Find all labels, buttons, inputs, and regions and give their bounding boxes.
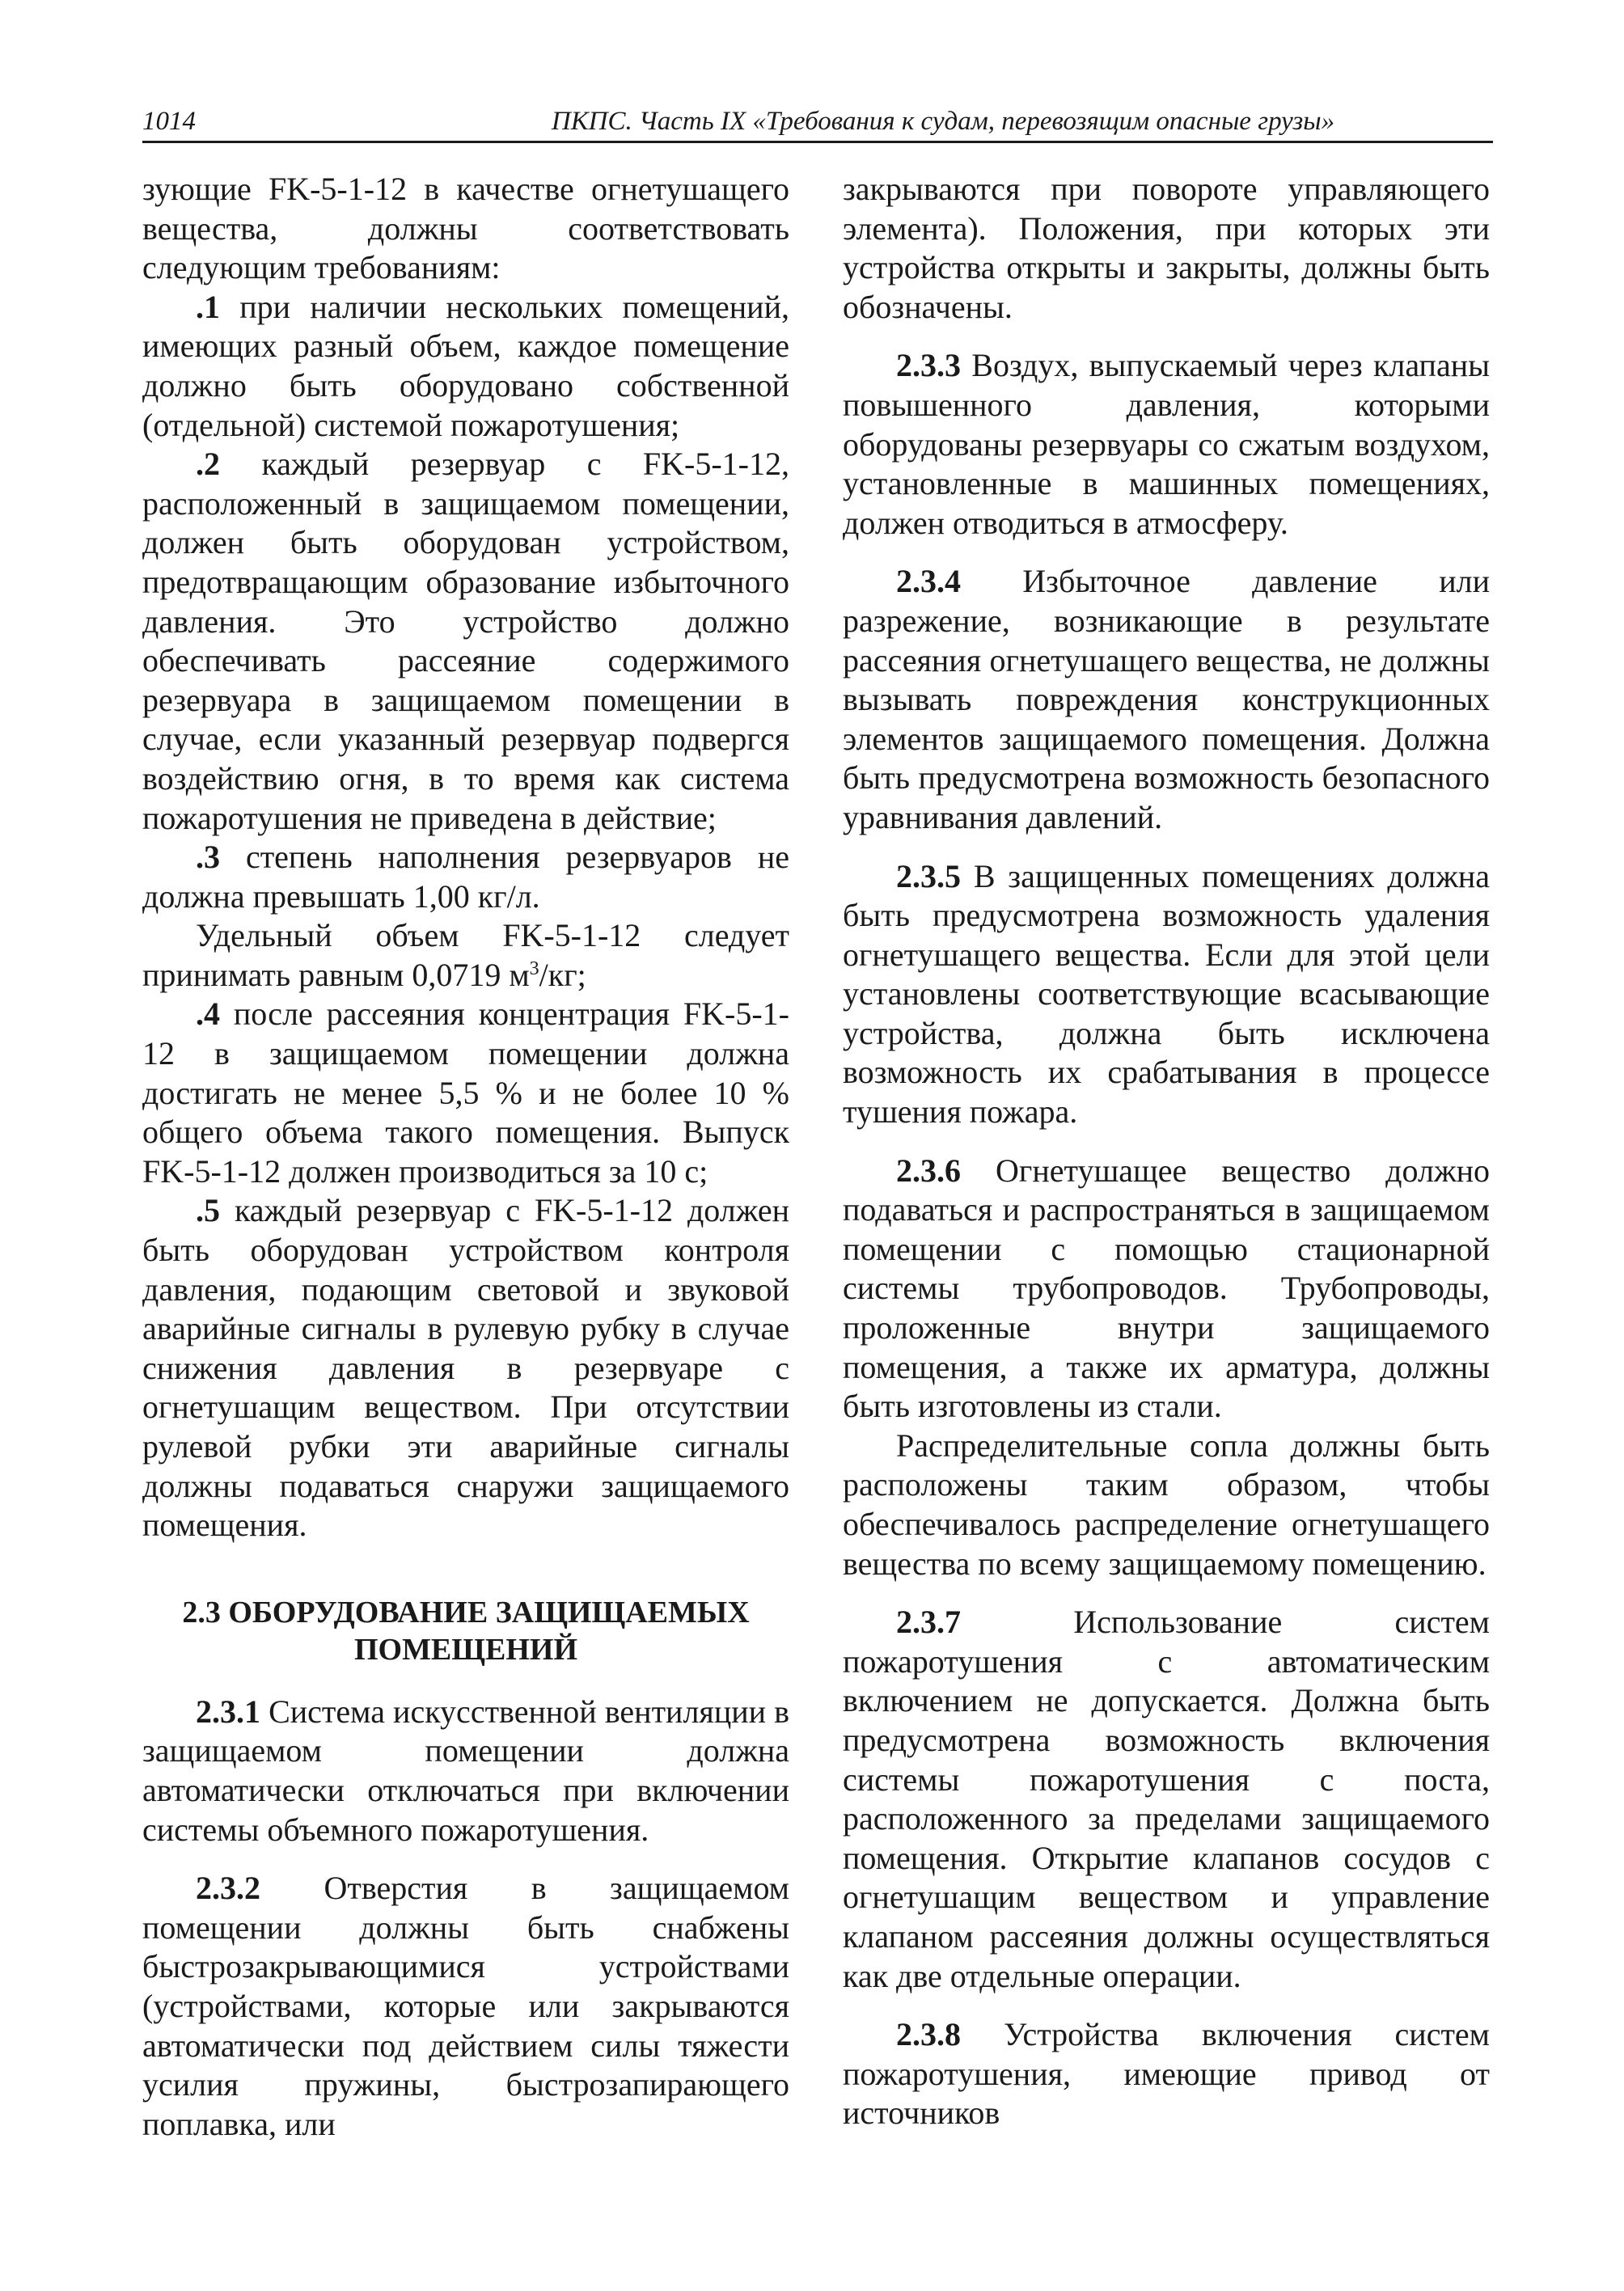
section-heading-line: ПОМЕЩЕНИЙ [353, 1632, 578, 1667]
clause-2-3-2 [142, 1869, 789, 2144]
list-item-text: степень наполнения резервуаров не должна превышать 1,00 кг/л. [142, 839, 789, 915]
list-item-3 [142, 838, 789, 916]
clause-text: Воздух, выпускаемый через клапаны повышенного давления, которыми оборудованы резервуары со сжатым воздухом, установленные в машинных помещениях, должен отводиться в атмосферу. [843, 347, 1490, 541]
clause-2-3-5 [843, 857, 1490, 1132]
list-item-text: каждый резервуар с FK-5-1-12 должен быть оборудован устройством контроля давления, подающим световой и звуковой аварийные сигналы в рулевую рубку в случае снижения давления в резервуаре с огнетушащим веществом. При отсутствии рулевой рубки эти аварийные сигналы должны подаваться снаружи защищаемого помещения. [142, 1192, 789, 1544]
right-column [843, 170, 1490, 2133]
clause-2-3-1 [142, 1693, 789, 1849]
list-item-text: после рассеяния концентрация FK-5-1-12 в защищаемом помещении должна достигать не менее 5,5 % и не более 10 % общего объема такого помещения. Выпуск FK-5-1-12 должен производиться за 10 с; [142, 995, 789, 1190]
clause-text: Избыточное давление или разрежение, возникающие в результате рассеяния огнетушащего вещества, не должны вызывать повреждения конструкционных элементов защищаемого помещения. Должна быть предусмотрена возможность безопасного уравнивания давлений. [843, 563, 1490, 835]
clause-2-3-6 [843, 1152, 1490, 1427]
list-item-number: .1 [196, 288, 220, 325]
clause-text: Использование систем пожаротушения с автоматическим включением не допускается. Должна быть предусмотрена возможность включения системы пожаротушения с поста, расположенного за пределами защищаемого помещения. Открытие клапанов сосудов с огнетушащим веществом и управление клапаном рассеяния должны осуществляться как две отдельные операции. [843, 1604, 1490, 1994]
specific-volume-paragraph [142, 916, 789, 995]
clause-number: 2.3.3 [896, 347, 961, 384]
nozzles-paragraph: Распределительные сопла должны быть расположены таким образом, чтобы обеспечивалось распределение огнетушащего вещества по всему защищаемому помещению. [843, 1427, 1490, 1582]
clause-number: 2.3.5 [896, 857, 961, 894]
clause-text: Отверстия в защищаемом помещении должны быть снабжены быстрозакрывающимися устройствами (устройствами, которые или закрываются автоматически под действием силы тяжести усилия пружины, быстрозапирающего поплавка, или [142, 1870, 789, 2142]
clause-text: Огнетушащее вещество должно подаваться и распространяться в защищаемом помещении с помощью стационарной системы трубопроводов. Трубопроводы, проложенные внутри защищаемого помещения, а также их арматура, должны быть изготовлены из стали. [843, 1152, 1490, 1425]
clause-number: 2.3.7 [896, 1604, 961, 1641]
paragraph-continuation: закрываются при повороте управляющего элемента). Положения, при которых эти устройства открыты и закрыты, должны быть обозначены. [843, 171, 1490, 325]
section-heading [142, 1594, 789, 1668]
clause-2-3-8 [843, 2015, 1490, 2133]
clause-number: 2.3.6 [896, 1152, 961, 1189]
clause-2-3-3 [843, 346, 1490, 543]
list-item-5 [142, 1191, 789, 1545]
page-header [142, 102, 1493, 143]
list-item-4 [142, 995, 789, 1191]
clause-text: Система искусственной вентиляции в защищаемом помещении должна автоматически отключаться при включении системы объемного пожаротушения. [142, 1693, 789, 1848]
list-item-1 [142, 288, 789, 445]
clause-number: 2.3.1 [196, 1693, 260, 1730]
list-item-number: .2 [196, 446, 220, 483]
list-item-text: при наличии нескольких помещений, имеющих разный объем, каждое помещение должно быть оборудовано собственной (отдельной) системой пожаротушения; [142, 288, 789, 443]
clause-2-3-7 [843, 1603, 1490, 1996]
section-heading-line: 2.3 ОБОРУДОВАНИЕ ЗАЩИЩАЕМЫХ [182, 1595, 750, 1629]
paragraph-text: Удельный объем FK-5-1-12 следует принимать равным 0,0719 м [142, 917, 789, 993]
page-number: 1014 [142, 107, 196, 136]
paragraph-continuation: зующие FK-5-1-12 в качестве огнетушащего вещества, должны соответствовать следующим требованиям: [142, 171, 789, 286]
clause-2-3-4 [843, 562, 1490, 837]
clause-text: В защищенных помещениях должна быть предусмотрена возможность удаления огнетушащего вещества. Если для этой цели установлены соответствующие всасывающие устройства, должна быть исключена возможность их срабатывания в процессе тушения пожара. [843, 857, 1490, 1131]
list-item-text: каждый резервуар с FK-5-1-12, расположенный в защищаемом помещении, должен быть оборудован устройством, предотвращающим образование избыточного давления. Это устройство должно обеспечивать рассеяние содержимого резервуара в защищаемом помещении в случае, если указанный резервуар подвергся воздействию огня, в то время как система пожаротушения не приведена в действие; [142, 446, 789, 836]
list-item-number: .3 [196, 839, 220, 876]
clause-number: 2.3.8 [896, 2016, 961, 2053]
paragraph-text: /кг; [539, 956, 586, 993]
clause-number: 2.3.2 [196, 1870, 260, 1907]
list-item-2 [142, 445, 789, 838]
list-item-number: .5 [196, 1192, 220, 1229]
superscript: 3 [529, 957, 539, 979]
running-title: ПКПС. Часть IX «Требования к судам, перевозящим опасные грузы» [551, 107, 1335, 136]
list-item-number: .4 [196, 995, 220, 1033]
clause-number: 2.3.4 [896, 563, 961, 600]
clause-text: Устройства включения систем пожаротушения, имеющие привод от источников [843, 2016, 1490, 2132]
left-column [142, 170, 789, 2144]
